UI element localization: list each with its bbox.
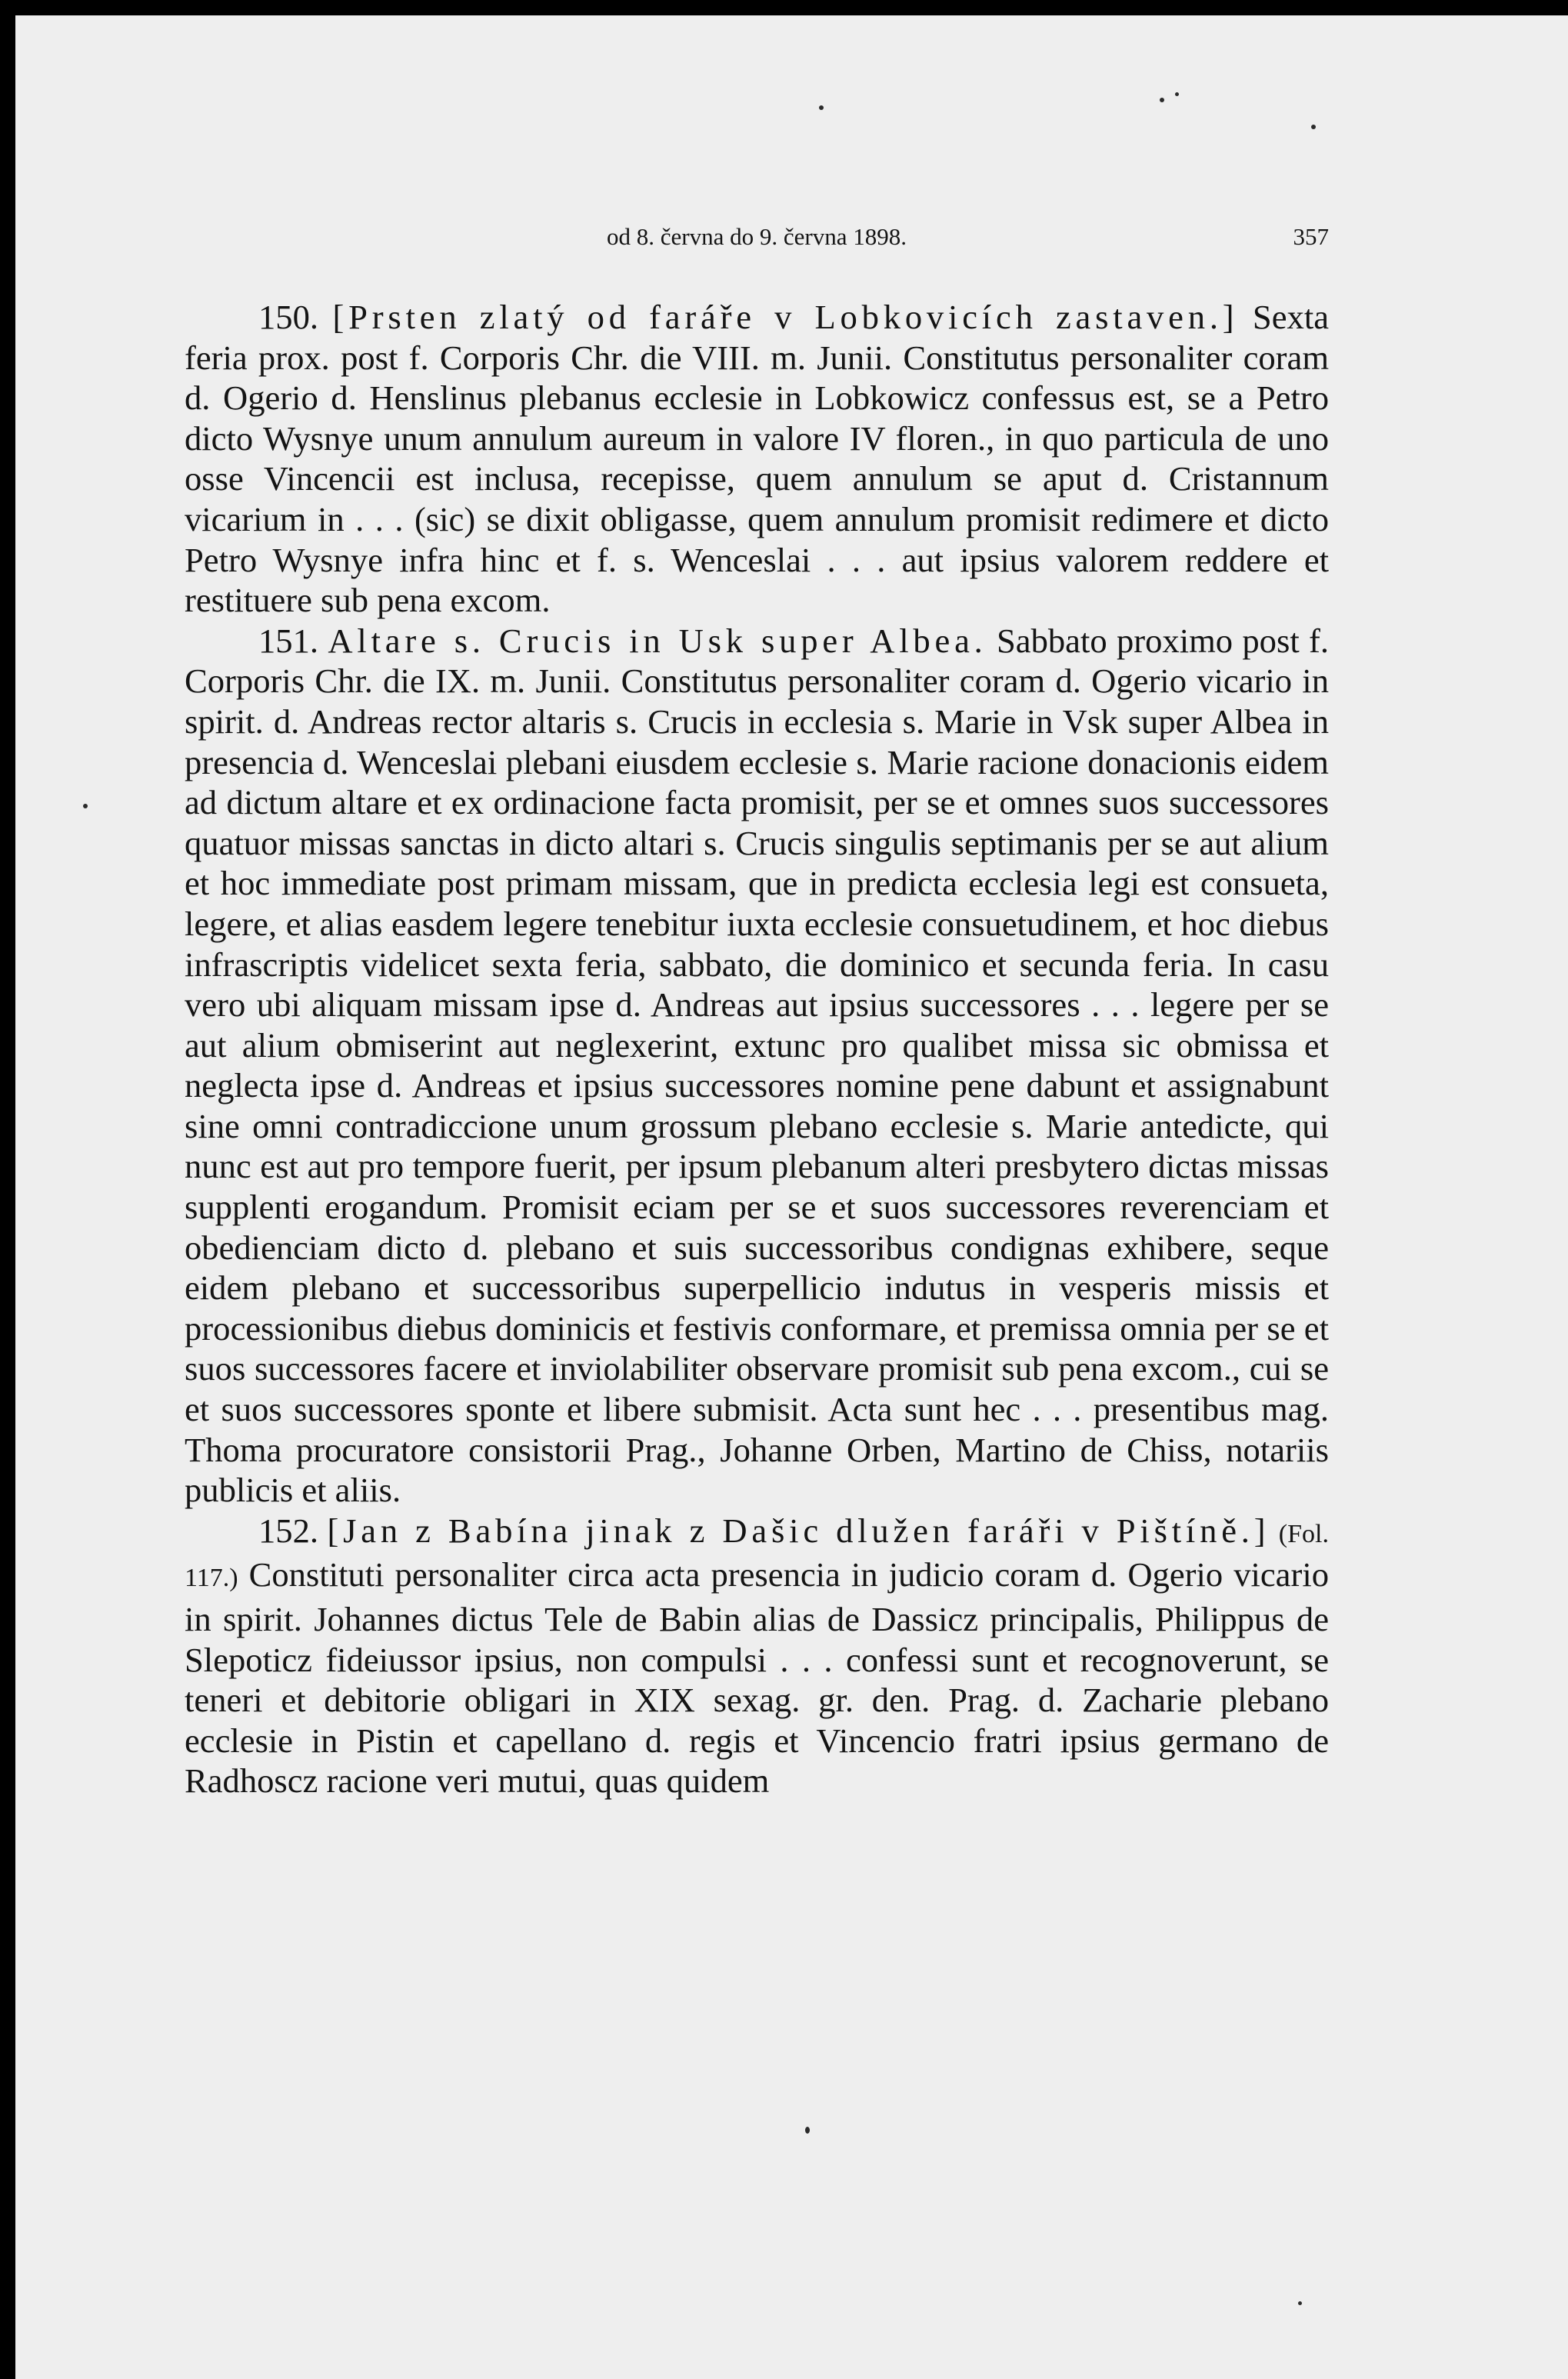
scan-speck [83, 804, 88, 808]
entry-text: Sabbato proximo post f. Corporis Chr. die IX. m. Junii. Constitutus personaliter coram d. Ogerio vicario in spirit. d. Andreas rector altaris s. Crucis in ecclesia s. Marie in Vsk super Albea in presencia d. Wenceslai plebani eiusdem ecclesie s. Marie racione donacionis eidem ad dictum altare et ex ordinacione facta promisit, per se et omnes suos successores quatuor missas sanctas in dicto altari s. Crucis singulis septimanis per se aut alium et hoc immediate post primam missam, que in predicta ecclesia legi est consueta, legere, et alias easdem legere tenebitur iuxta ecclesie consuetudinem, et hoc diebus infrascriptis videlicet sexta feria, sabbato, die dominico et secunda feria. In casu vero ubi aliquam missam ipse d. Andreas aut ipsius successores . . . legere per se aut alium obmiserint aut neglexerint, extunc pro qualibet missa sic obmissa et neglecta ipse d. Andreas et ipsius successores nomine pene dabunt et assignabunt sine omni contradiccione unum grossum plebano ecclesie s. Marie antedicte, qui nunc est aut pro tempore fuerit, per ipsum plebanum alteri presbytero dictas missas supplenti erogandum. Promisit eciam per se et suos successores reverenciam et obedienciam dicto d. plebano et suis successoribus condignas exhibere, seque eidem plebano et successoribus superpellicio indutus in vesperis missis et processionibus diebus dominicis et festivis conformare, et premissa omnia per se et suos successores facere et inviolabiliter observare promisit sub pena excom., cui se et suos successores sponte et libere submisit. Acta sunt hec . . . presentibus mag. Thoma procuratore consistorii Prag., Johanne Orben, Martino de Chiss, notariis publicis et aliis. [185, 621, 1330, 1510]
page-number: 357 [1293, 223, 1329, 250]
scan-speck [805, 2127, 810, 2134]
entry-text: Constituti personaliter circa acta presencia in judicio coram d. Ogerio vicario in spirit. Johannes dictus Tele de Babin alias de Dassicz principalis, Philippus de Slepoticz fideiussor ipsius, non compulsi . . . confessi sunt et recognoverunt, se teneri et debitorie obligari in XIX sexag. gr. den. Prag. d. Zacharie plebano ecclesie in Pistin et capellano d. regis et Vincencio fratri ipsius germano de Radhoscz racione veri mutui, quas quidem [185, 1555, 1330, 1801]
scan-speck [1298, 2301, 1302, 2305]
running-head: od 8. června do 9. června 1898. [607, 223, 907, 250]
body-text [185, 297, 1329, 1801]
scan-speck [1160, 98, 1164, 102]
folio-reference: (Fol. 117.) [185, 1519, 1329, 1593]
entry-title: [Jan z Babína jinak z Dašic dlužen faráři v Pištíně.] [327, 1511, 1270, 1550]
entry-number: 151. [258, 621, 319, 660]
entry-text: Sexta feria prox. post f. Corporis Chr. die VIII. m. Junii. Constitutus personaliter coram d. Ogerio d. Henslinus plebanus ecclesie in Lobkowicz confessus est, se a Petro dicto Wysnye unum annulum aureum in valore IV floren., in quo particula de uno osse Vincencii est inclusa, recepisse, quem annulum se aput d. Cristannum vicarium in . . . (sic) se dixit obligasse, quem annulum promisit redimere et dicto Petro Wysnye infra hinc et f. s. Wenceslai . . . aut ipsius valorem reddere et restituere sub pena excom. [185, 298, 1329, 620]
entry-151 [185, 621, 1329, 1511]
scan-speck [1311, 125, 1316, 129]
scan-speck [1175, 92, 1179, 96]
document-page [15, 15, 1568, 2379]
entry-title: [Prsten zlatý od faráře v Lobkovicích zastaven.] [332, 298, 1239, 336]
page-header [185, 223, 1329, 257]
entry-title: Altare s. Crucis in Usk super Albea. [328, 621, 987, 660]
scan-speck [819, 105, 824, 110]
entry-number: 150. [258, 298, 319, 336]
entry-number: 152. [258, 1511, 319, 1550]
entry-150 [185, 297, 1329, 621]
entry-152 [185, 1511, 1329, 1801]
